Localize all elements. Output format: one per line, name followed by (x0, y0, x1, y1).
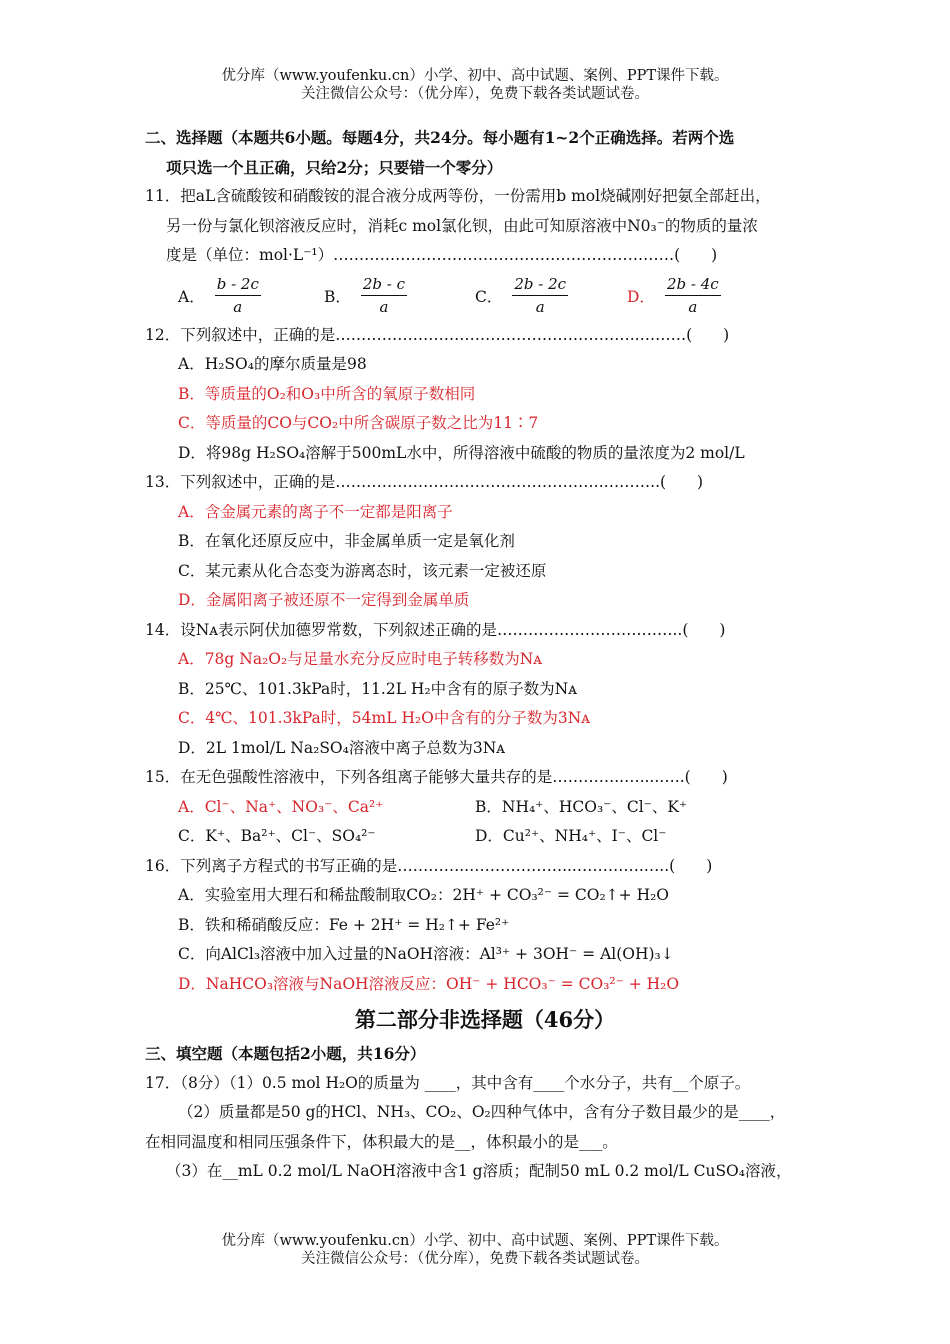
q12-option-b: B．等质量的O₂和O₃中所含的氧原子数相同 (178, 384, 476, 403)
section3-title: 三、填空题（本题包括2小题，共16分） (145, 1044, 426, 1063)
q11-stem-line3: 度是（单位：mol·L⁻¹）…………………………………………………………( ) (166, 246, 718, 264)
header-line-1: 优分库（www.youfenku.cn）小学、初中、高中试题、案例、PPT课件下载。 (221, 68, 729, 84)
q16-option-b: B．铁和稀硝酸反应：Fe + 2H⁺ = H₂↑+ Fe²⁺ (178, 915, 510, 934)
q13-option-c: C．某元素从化合态变为游离态时，该元素一定被还原 (178, 561, 547, 580)
q11-option-c-fraction (512, 274, 568, 317)
q16-option-c: C．向AlCl₃溶液中加入过量的NaOH溶液：Al³⁺ + 3OH⁻ = Al(OH)₃↓ (178, 945, 674, 963)
q12-option-c: C．等质量的CO与CO₂中所含碳原子数之比为11∶7 (178, 414, 539, 432)
q11-stem-line2: 另一份与氯化钡溶液反应时，消耗c mol氯化钡，由此可知原溶液中N0₃⁻的物质的量浓 (166, 216, 758, 235)
exam-content (145, 123, 825, 1187)
q11-option-a-numerator: b - 2c (215, 274, 261, 296)
q15-options-row2 (145, 822, 825, 852)
q14-option-c: C．4℃、101.3kPa时，54mL H₂O中含有的分子数为3Nᴀ (178, 709, 591, 727)
q17-line4: （3）在__mL 0.2 mol/L NaOH溶液中含1 g溶质；配制50 mL 0.2 mol/L CuSO₄溶液， (166, 1162, 792, 1180)
q12-option-d: D．将98g H₂SO₄溶解于500mL水中，所得溶液中硫酸的物质的量浓度为2 mol/L (178, 443, 745, 462)
section2-title-line2: 项只选一个且正确，只给2分；只要错一个零分） (166, 157, 503, 177)
q15-option-a: A．Cl⁻、Na⁺、NO₃⁻、Ca²⁺ (178, 797, 384, 816)
q17-line2: （2）质量都是50 g的HCl、NH₃、CO₂、O₂四种气体中，含有分子数目最少的是____， (178, 1103, 786, 1121)
q15-options-row1 (145, 793, 825, 823)
q11-option-b-fraction (361, 274, 407, 317)
page-header (0, 67, 950, 103)
q14-option-b: B．25℃、101.3kPa时，11.2L H₂中含有的原子数为Nᴀ (178, 679, 577, 698)
q11-option-c (475, 274, 627, 317)
q17-line1: 17．（8分）（1）0.5 mol H₂O的质量为 ____，其中含有____个水分子，共有__个原子。 (145, 1073, 751, 1092)
q11-option-c-denominator: a (535, 298, 545, 316)
q11-option-a-fraction (215, 274, 261, 317)
q11-option-d-label: D． (627, 287, 655, 306)
header-line-2: 关注微信公众号：（优分库），免费下载各类试题试卷。 (301, 86, 649, 102)
q16-option-d: D．NaHCO₃溶液与NaOH溶液反应：OH⁻ + HCO₃⁻ = CO₃²⁻ + H₂O (178, 974, 680, 993)
q12-stem: 12．下列叙述中，正确的是…………………………………………………..………( ) (145, 325, 730, 344)
footer-line-1: 优分库（www.youfenku.cn）小学、初中、高中试题、案例、PPT课件下载。 (221, 1233, 729, 1249)
q11-option-d-fraction (665, 274, 721, 317)
q11-option-b-label: B． (324, 287, 351, 306)
q13-option-d: D．金属阳离子被还原不一定得到金属单质 (178, 591, 470, 609)
q11-option-a-label: A． (178, 287, 205, 306)
q15-stem: 15．在无色强酸性溶液中，下列各组离子能够大量共存的是…………..…....…..( ) (145, 768, 728, 786)
q15-option-d: D．Cu²⁺、NH₄⁺、I⁻、Cl⁻ (475, 827, 667, 845)
q11-option-a-denominator: a (233, 298, 243, 316)
q12-option-a: A．H₂SO₄的摩尔质量是98 (178, 355, 367, 373)
q11-option-a (178, 274, 324, 317)
page-footer (0, 1232, 950, 1268)
q17-line3: 在相同温度和相同压强条件下，体积最大的是__，体积最小的是___。 (145, 1132, 618, 1151)
part2-title: 第二部分非选择题（46分） (354, 1007, 616, 1032)
q11-stem-line1: 11．把aL含硫酸铵和硝酸铵的混合液分成两等份，一份需用b mol烧碱刚好把氨全部赶出， (145, 187, 771, 205)
q16-stem: 16．下列离子方程式的书写正确的是…………..………………...………….…..( ) (145, 856, 713, 875)
q14-stem: 14．设Nᴀ表示阿伏加德罗常数，下列叙述正确的是……………………….……..( ) (145, 620, 726, 639)
q11-option-c-numerator: 2b - 2c (512, 274, 568, 296)
q13-stem: 13．下列叙述中，正确的是…………………………………………….………..( ) (145, 473, 704, 491)
footer-line-2: 关注微信公众号：（优分库），免费下载各类试题试卷。 (301, 1251, 649, 1267)
q11-option-d (627, 274, 721, 317)
q13-option-a: A．含金属元素的离子不一定都是阳离子 (178, 502, 453, 521)
section2-title-line1: 二、选择题（本题共6小题。每题4分，共24分。每小题有1~2个正确选择。若两个选 (145, 128, 735, 147)
q11-option-b-denominator: a (379, 298, 389, 316)
q16-option-a: A．实验室用大理石和稀盐酸制取CO₂：2H⁺ + CO₃²⁻ = CO₂↑+ H₂O (178, 886, 670, 904)
q11-option-d-denominator: a (688, 298, 698, 316)
q11-option-c-label: C． (475, 287, 503, 306)
q14-option-d: D．2L 1mol/L Na₂SO₄溶液中离子总数为3Nᴀ (178, 738, 506, 757)
q11-options (145, 271, 825, 321)
q14-option-a: A．78g Na₂O₂与足量水充分反应时电子转移数为Nᴀ (178, 650, 543, 668)
q11-option-b-numerator: 2b - c (361, 274, 407, 296)
q11-option-b (324, 274, 475, 317)
q15-option-c: C．K⁺、Ba²⁺、Cl⁻、SO₄²⁻ (178, 827, 376, 845)
q13-option-b: B．在氧化还原反应中，非金属单质一定是氧化剂 (178, 532, 515, 550)
q15-option-b: B．NH₄⁺、HCO₃⁻、Cl⁻、K⁺ (475, 797, 688, 816)
q11-option-d-numerator: 2b - 4c (665, 274, 721, 296)
